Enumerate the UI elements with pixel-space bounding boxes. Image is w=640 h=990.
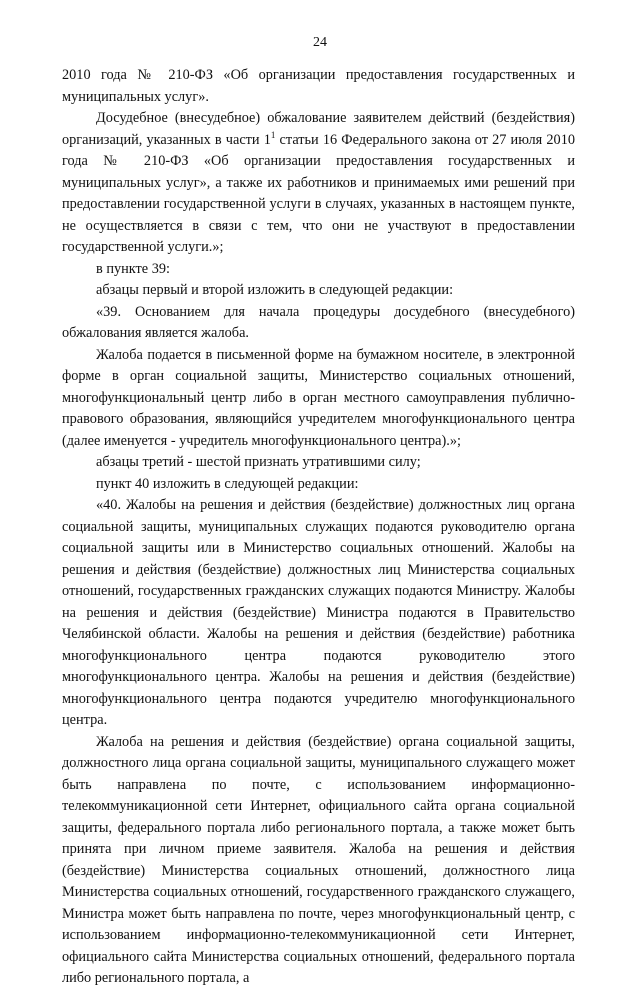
paragraph-text: Досудебное (внесудебное) обжалование заявителем действий (бездействия) организаций, указанных в части 1 <box>62 110 575 148</box>
paragraph: 2010 года № 210-ФЗ «Об организации предоставления государственных и муниципальных услуг». <box>62 67 575 105</box>
paragraph: абзацы первый и второй изложить в следующей редакции: <box>96 282 454 298</box>
paragraph: «40. Жалобы на решения и действия (бездействие) должностных лиц органа социальной защиты, муниципальных служащих подаются руководителю органа социальной защиты или в Министерство социальных отношений. Жалобы на решения и действия (бездействие) должностных лиц Министерства социальных отношений, государственных гражданских служащих подаются Министру. Жалобы на решения и действия (бездействие) Министра подаются в Правительство Челябинской области. Жалобы на решения и действия (бездействие) работника многофункционального центра подаются руководителю этого многофункционального центра. Жалобы на решения и действия (бездействие) многофункционального центра подаются учредителю многофункционального центра. <box>62 497 575 728</box>
paragraph: в пункте 39: <box>96 260 170 277</box>
paragraph-text: статьи 16 Федерального закона от 27 июля 2010 года № 210-ФЗ «Об организации предоставления государственных и муниципальных услуг», а также их работников и принимаемых ими решений при предоставлении государственной услуги в случаях, указанных в настоящем пункте, не осуществляется в связи с тем, что они не участвуют в предоставлении государственной услуги.»; <box>62 131 575 255</box>
page-number: 24 <box>313 35 327 50</box>
paragraph: Жалоба на решения и действия (бездействие) органа социальной защиты, должностного лица органа социальной защиты, муниципального служащего может быть направлена по почте, с использованием информационно-телекоммуникационной сети Интернет, официального сайта органа социальной защиты, федерального портала либо регионального портала, а также может быть принята при личном приеме заявителя. Жалоба на решения и действия (бездействие) Министерства социальных отношений, должностного лица Министерства социальных отношений, государственного гражданского служащего, Министра может быть направлена по почте, через многофункциональный центр, с использованием информационно-телекоммуникационной сети Интернет, официального сайта Министерства социальных отношений, федерального портала либо регионального портала, а <box>62 733 575 986</box>
document-body <box>62 65 575 990</box>
paragraph: «39. Основанием для начала процедуры досудебного (внесудебного) обжалования является жалоба. <box>62 303 575 341</box>
paragraph <box>62 108 575 259</box>
superscript: 1 <box>270 129 276 140</box>
paragraph: Жалоба подается в письменной форме на бумажном носителе, в электронной форме в орган социальной защиты, Министерство социальных отношений, многофункциональный центр либо в орган местного самоуправления публично-правового образования, являющийся учредителем многофункционального центра (далее именуется - учредитель многофункционального центра).»; <box>62 346 575 449</box>
paragraph: абзацы третий - шестой признать утратившими силу; <box>96 454 421 470</box>
paragraph: пункт 40 изложить в следующей редакции: <box>96 475 359 492</box>
